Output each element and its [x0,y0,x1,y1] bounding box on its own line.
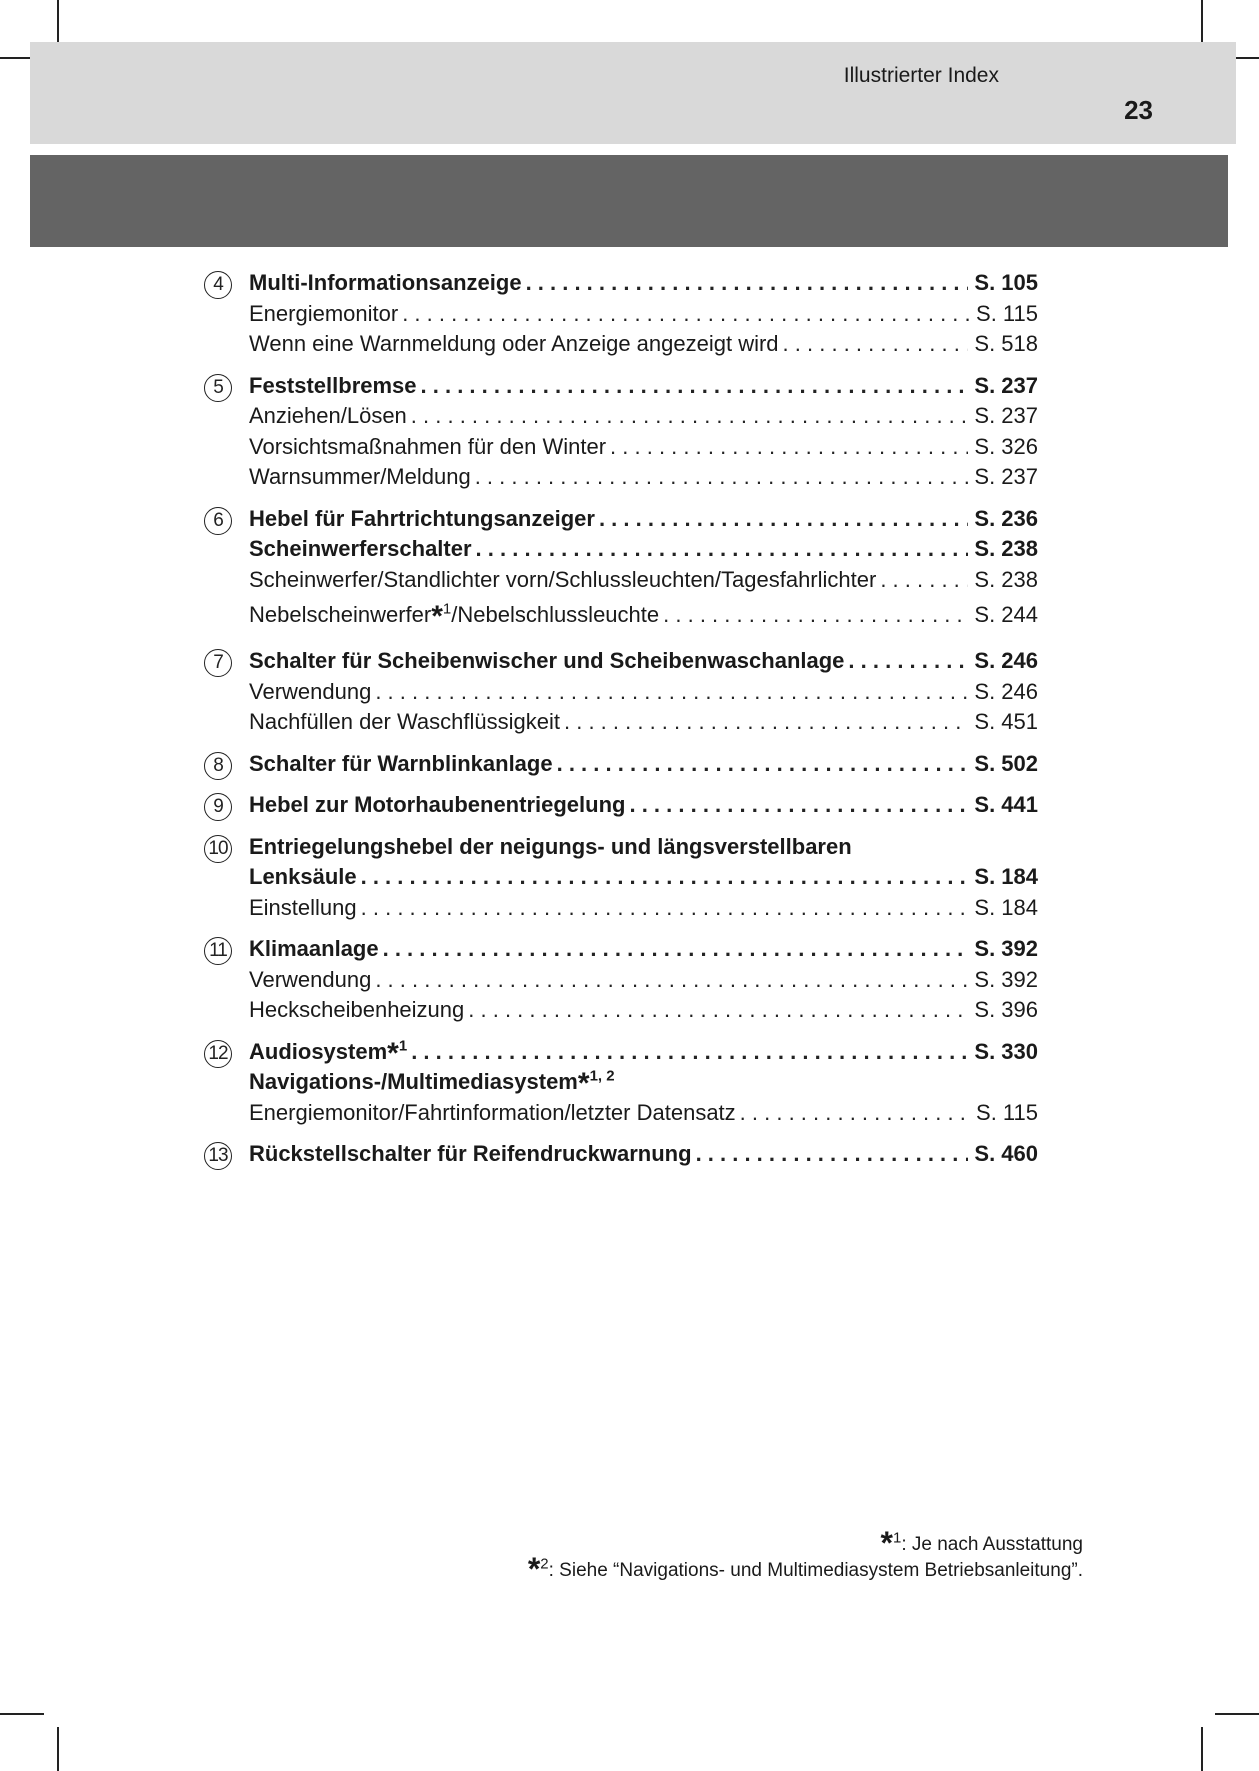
dot-leader [411,1037,968,1068]
footnote-2 [527,1551,1083,1587]
entry-text: Schalter für Warnblinkanlage [249,750,553,776]
entry-text: Scheinwerfer/Standlichter vorn/Schlussleuchten/Tagesfahrlichter [249,566,877,592]
entry-text: Heckscheibenheizung [249,997,465,1022]
page-reference: S. 238 [974,536,1038,561]
dot-leader [375,965,968,996]
dot-leader [361,893,969,924]
dot-leader [361,862,969,893]
index-entry [249,749,1038,780]
index-entry [249,646,1038,677]
index-group [204,268,1038,360]
footnote-marker: 1, 2 [589,1067,615,1085]
index-entry [249,677,1038,708]
circled-number: 5 [204,374,232,402]
index-group [204,1139,1038,1170]
index-entry [249,995,1038,1026]
entry-text: Einstellung [249,894,357,920]
entry-label [249,749,553,780]
dot-leader [610,432,968,463]
page-reference: S. 460 [974,1141,1038,1166]
entry-text: Hebel für Fahrtrichtungsanzeiger [249,505,595,531]
index-entry [249,565,1038,596]
page-reference: S. 451 [974,709,1038,734]
asterisk: * [527,1551,541,1587]
index-entry [249,299,1038,330]
index-entry [249,268,1038,299]
circled-number: 8 [204,752,232,780]
entry-label [249,1067,615,1098]
index-entry [249,462,1038,493]
dot-leader [476,534,969,565]
entry-label [249,268,522,299]
entry-label [249,790,625,821]
entry-text: /Nebelschlussleuchte [451,602,660,627]
index-entry [249,1139,1038,1170]
index-entry [249,965,1038,996]
entry-text: Audiosystem [249,1038,388,1064]
entry-text: Verwendung [249,678,372,704]
entry-label [249,995,464,1026]
footnote-marker: 1 [892,1529,902,1547]
crop-mark [57,1727,59,1771]
page-reference: S. 237 [974,372,1038,398]
entry-label [249,432,606,463]
entry-text: Navigations-/Multimediasystem [249,1069,578,1094]
page-reference: S. 244 [974,602,1038,627]
index-entry [249,534,1038,565]
entry-text: Nachfüllen der Waschflüssigkeit [249,709,560,734]
entry-label [249,832,852,863]
page-reference: S. 115 [976,1099,1038,1125]
dot-leader [557,749,969,780]
entry-label [249,565,876,596]
entry-label [249,862,357,893]
index-entry [249,862,1038,893]
entry-text: Hebel zur Motorhaubenentriegelung [249,792,626,817]
dot-leader [402,299,970,330]
entry-label [249,1139,692,1170]
index-entry [249,371,1038,402]
dot-leader [599,504,968,535]
footnote-text: : Siehe “Navigations- und Multimediasystem Betriebsanleitung”. [548,1560,1083,1581]
crop-mark [1215,1713,1259,1715]
crop-mark [1201,0,1203,44]
dot-leader [880,565,968,596]
page-reference: S. 184 [974,894,1038,920]
circled-number: 10 [204,835,232,863]
entry-text: Multi-Informationsanzeige [249,270,522,295]
circled-number: 7 [204,649,232,677]
dot-leader [468,995,968,1026]
asterisk: * [431,600,443,633]
footnote-1 [528,1525,1083,1561]
index-group [204,832,1038,924]
entry-label [249,1098,736,1129]
dot-leader [564,707,968,738]
index-entry [249,1037,1038,1068]
page-reference: S. 184 [974,864,1038,889]
entry-label [249,677,371,708]
entry-label [249,965,371,996]
entry-label [249,462,471,493]
page-reference: S. 326 [974,433,1038,459]
page-reference: S. 246 [974,648,1038,673]
dot-leader [526,268,969,299]
entry-text: Rückstellschalter für Reifendruckwarnung [249,1141,692,1166]
page-reference: S. 237 [974,403,1038,428]
page-reference: S. 518 [974,331,1038,356]
dot-leader [663,595,968,635]
page-reference: S. 246 [974,678,1038,704]
entry-label [249,299,398,330]
index-entry [249,934,1038,965]
entry-text: Vorsichtsmaßnahmen für den Winter [249,433,607,459]
index-list [204,268,1038,1181]
dot-leader [696,1139,969,1170]
index-entry [249,401,1038,432]
page-reference: S. 237 [974,464,1038,489]
entry-label [249,371,417,402]
footnotes [527,1525,1083,1587]
footnote-marker: 1 [442,600,452,618]
dot-leader [740,1098,970,1129]
index-entry [249,1098,1038,1129]
footnote-text: : Je nach Ausstattung [901,1534,1083,1555]
entry-text: Klimaanlage [249,936,379,961]
index-entry [249,832,1038,863]
entry-text: Lenksäule [249,864,357,889]
dot-leader [783,329,969,360]
entry-label [249,646,844,677]
asterisk: * [880,1525,893,1561]
index-group [204,371,1038,493]
entry-text: Schalter für Scheibenwischer und Scheibenwaschanlage [249,648,845,673]
page-reference: S. 238 [974,566,1038,592]
footnote-marker: 1 [398,1037,408,1055]
entry-label [249,329,779,360]
entry-label [249,707,560,738]
entry-label [249,534,472,565]
circled-number: 6 [204,507,232,535]
page-reference: S. 396 [974,997,1038,1022]
page-reference: S. 502 [974,750,1038,776]
page-number: 23 [1124,95,1153,125]
entry-text: Nebelscheinwerfer [249,602,432,627]
entry-text: Anziehen/Lösen [249,403,407,428]
entry-text: Feststellbremse [249,372,417,398]
circled-number: 12 [204,1040,232,1068]
entry-label [249,934,379,965]
crop-mark [1201,1727,1203,1771]
page-reference: S. 330 [974,1038,1038,1064]
index-group [204,934,1038,1026]
entry-text: Energiemonitor/Fahrtinformation/letzter Datensatz [249,1099,736,1125]
page-reference: S. 392 [974,966,1038,992]
entry-label [249,504,595,535]
index-entry [249,432,1038,463]
circled-number: 9 [204,793,232,821]
section-title: Illustrierter Index [843,64,999,87]
dot-leader [475,462,969,493]
index-entry [249,707,1038,738]
entry-label [249,595,659,635]
circled-number: 4 [204,271,232,299]
index-entry [249,504,1038,535]
page-header [30,42,1228,144]
entry-text: Entriegelungshebel der neigungs- und längsverstellbaren [249,833,852,859]
index-entry [249,1067,1038,1098]
crop-mark [57,0,59,44]
index-group [204,1037,1038,1129]
dot-leader [629,790,968,821]
entry-text: Wenn eine Warnmeldung oder Anzeige angezeigt wird [249,331,779,356]
entry-label [249,893,357,924]
index-group [204,749,1038,780]
dot-leader [848,646,968,677]
index-entry [249,893,1038,924]
page-reference: S. 392 [974,936,1038,961]
index-group [204,646,1038,738]
crop-mark [0,1713,44,1715]
entry-text: Warnsummer/Meldung [249,464,471,489]
entry-text: Energiemonitor [249,300,399,326]
entry-label [249,401,407,432]
entry-label [249,1037,407,1068]
dot-leader [383,934,969,965]
asterisk: * [577,1067,590,1100]
index-entry [249,329,1038,360]
page-reference: S. 441 [974,792,1038,817]
page-reference: S. 236 [974,505,1038,531]
index-entry [249,595,1038,635]
index-group [204,790,1038,821]
entry-text: Scheinwerferschalter [249,536,472,561]
circled-number: 13 [204,1142,232,1170]
index-entry [249,790,1038,821]
entry-text: Verwendung [249,966,372,992]
page-reference: S. 115 [976,300,1038,326]
index-group [204,504,1038,636]
dot-leader [375,677,968,708]
dot-leader [421,371,969,402]
circled-number: 11 [204,937,232,965]
page-reference: S. 105 [974,270,1038,295]
dot-leader [411,401,969,432]
asterisk: * [387,1036,399,1070]
header-band [30,155,1228,247]
footnote-marker: 2 [540,1555,549,1573]
